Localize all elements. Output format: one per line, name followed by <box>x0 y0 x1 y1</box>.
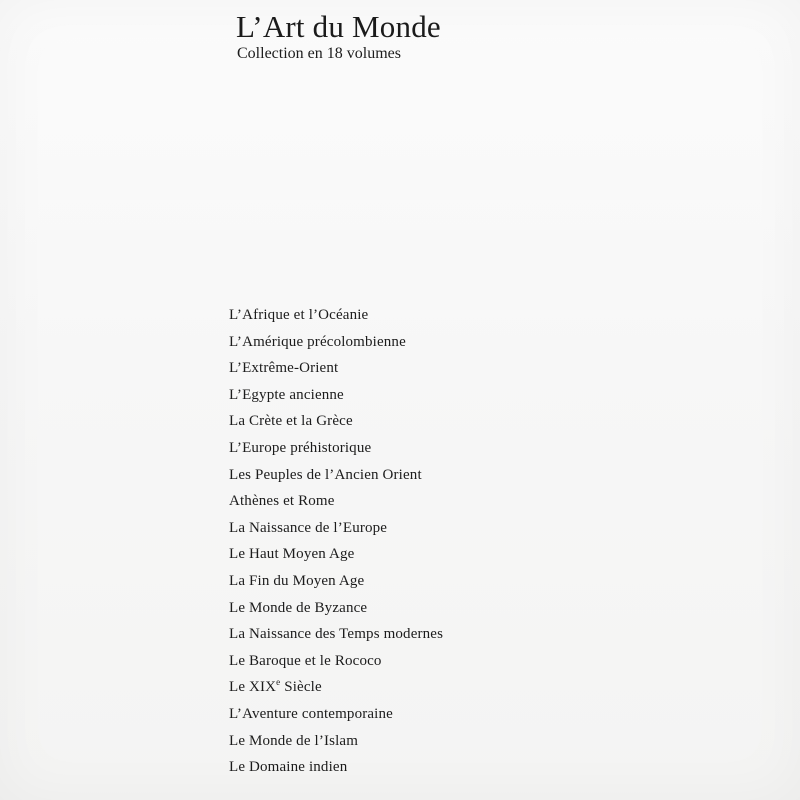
volume-item: L’Egypte ancienne <box>229 386 344 403</box>
volume-item: L’Afrique et l’Océanie <box>229 307 369 323</box>
volume-item: Le Monde de Byzance <box>229 599 368 616</box>
page-subtitle: Collection en 18 volumes <box>237 45 401 62</box>
page-title: L’Art du Monde <box>236 9 441 44</box>
volume-item: L’Extrême-Orient <box>229 360 339 377</box>
volume-list <box>229 302 443 781</box>
volume-item: Le Monde de l’Islam <box>229 732 359 749</box>
volume-item: La Crète et la Grèce <box>229 413 353 430</box>
volume-item: L’Amérique précolombienne <box>229 333 406 350</box>
volume-item: Les Peuples de l’Ancien Orient <box>229 466 422 483</box>
volume-item: La Naissance des Temps modernes <box>229 626 444 643</box>
volume-item: La Fin du Moyen Age <box>229 572 365 589</box>
volume-item: L’Europe préhistorique <box>229 439 372 456</box>
volume-item-suffix: Siècle <box>280 679 322 696</box>
volume-item: Le Baroque et le Rococo <box>229 652 382 669</box>
volume-item: Le Domaine indien <box>229 759 348 776</box>
volume-item: L’Aventure contemporaine <box>229 705 393 722</box>
volume-item-superscript: e <box>276 677 281 688</box>
volume-item-prefix: Le XIX <box>229 679 277 696</box>
volume-item <box>229 674 443 701</box>
volume-item: La Naissance de l’Europe <box>229 519 388 536</box>
volume-item: Athènes et Rome <box>229 493 335 510</box>
volume-item: Le Haut Moyen Age <box>229 546 355 563</box>
